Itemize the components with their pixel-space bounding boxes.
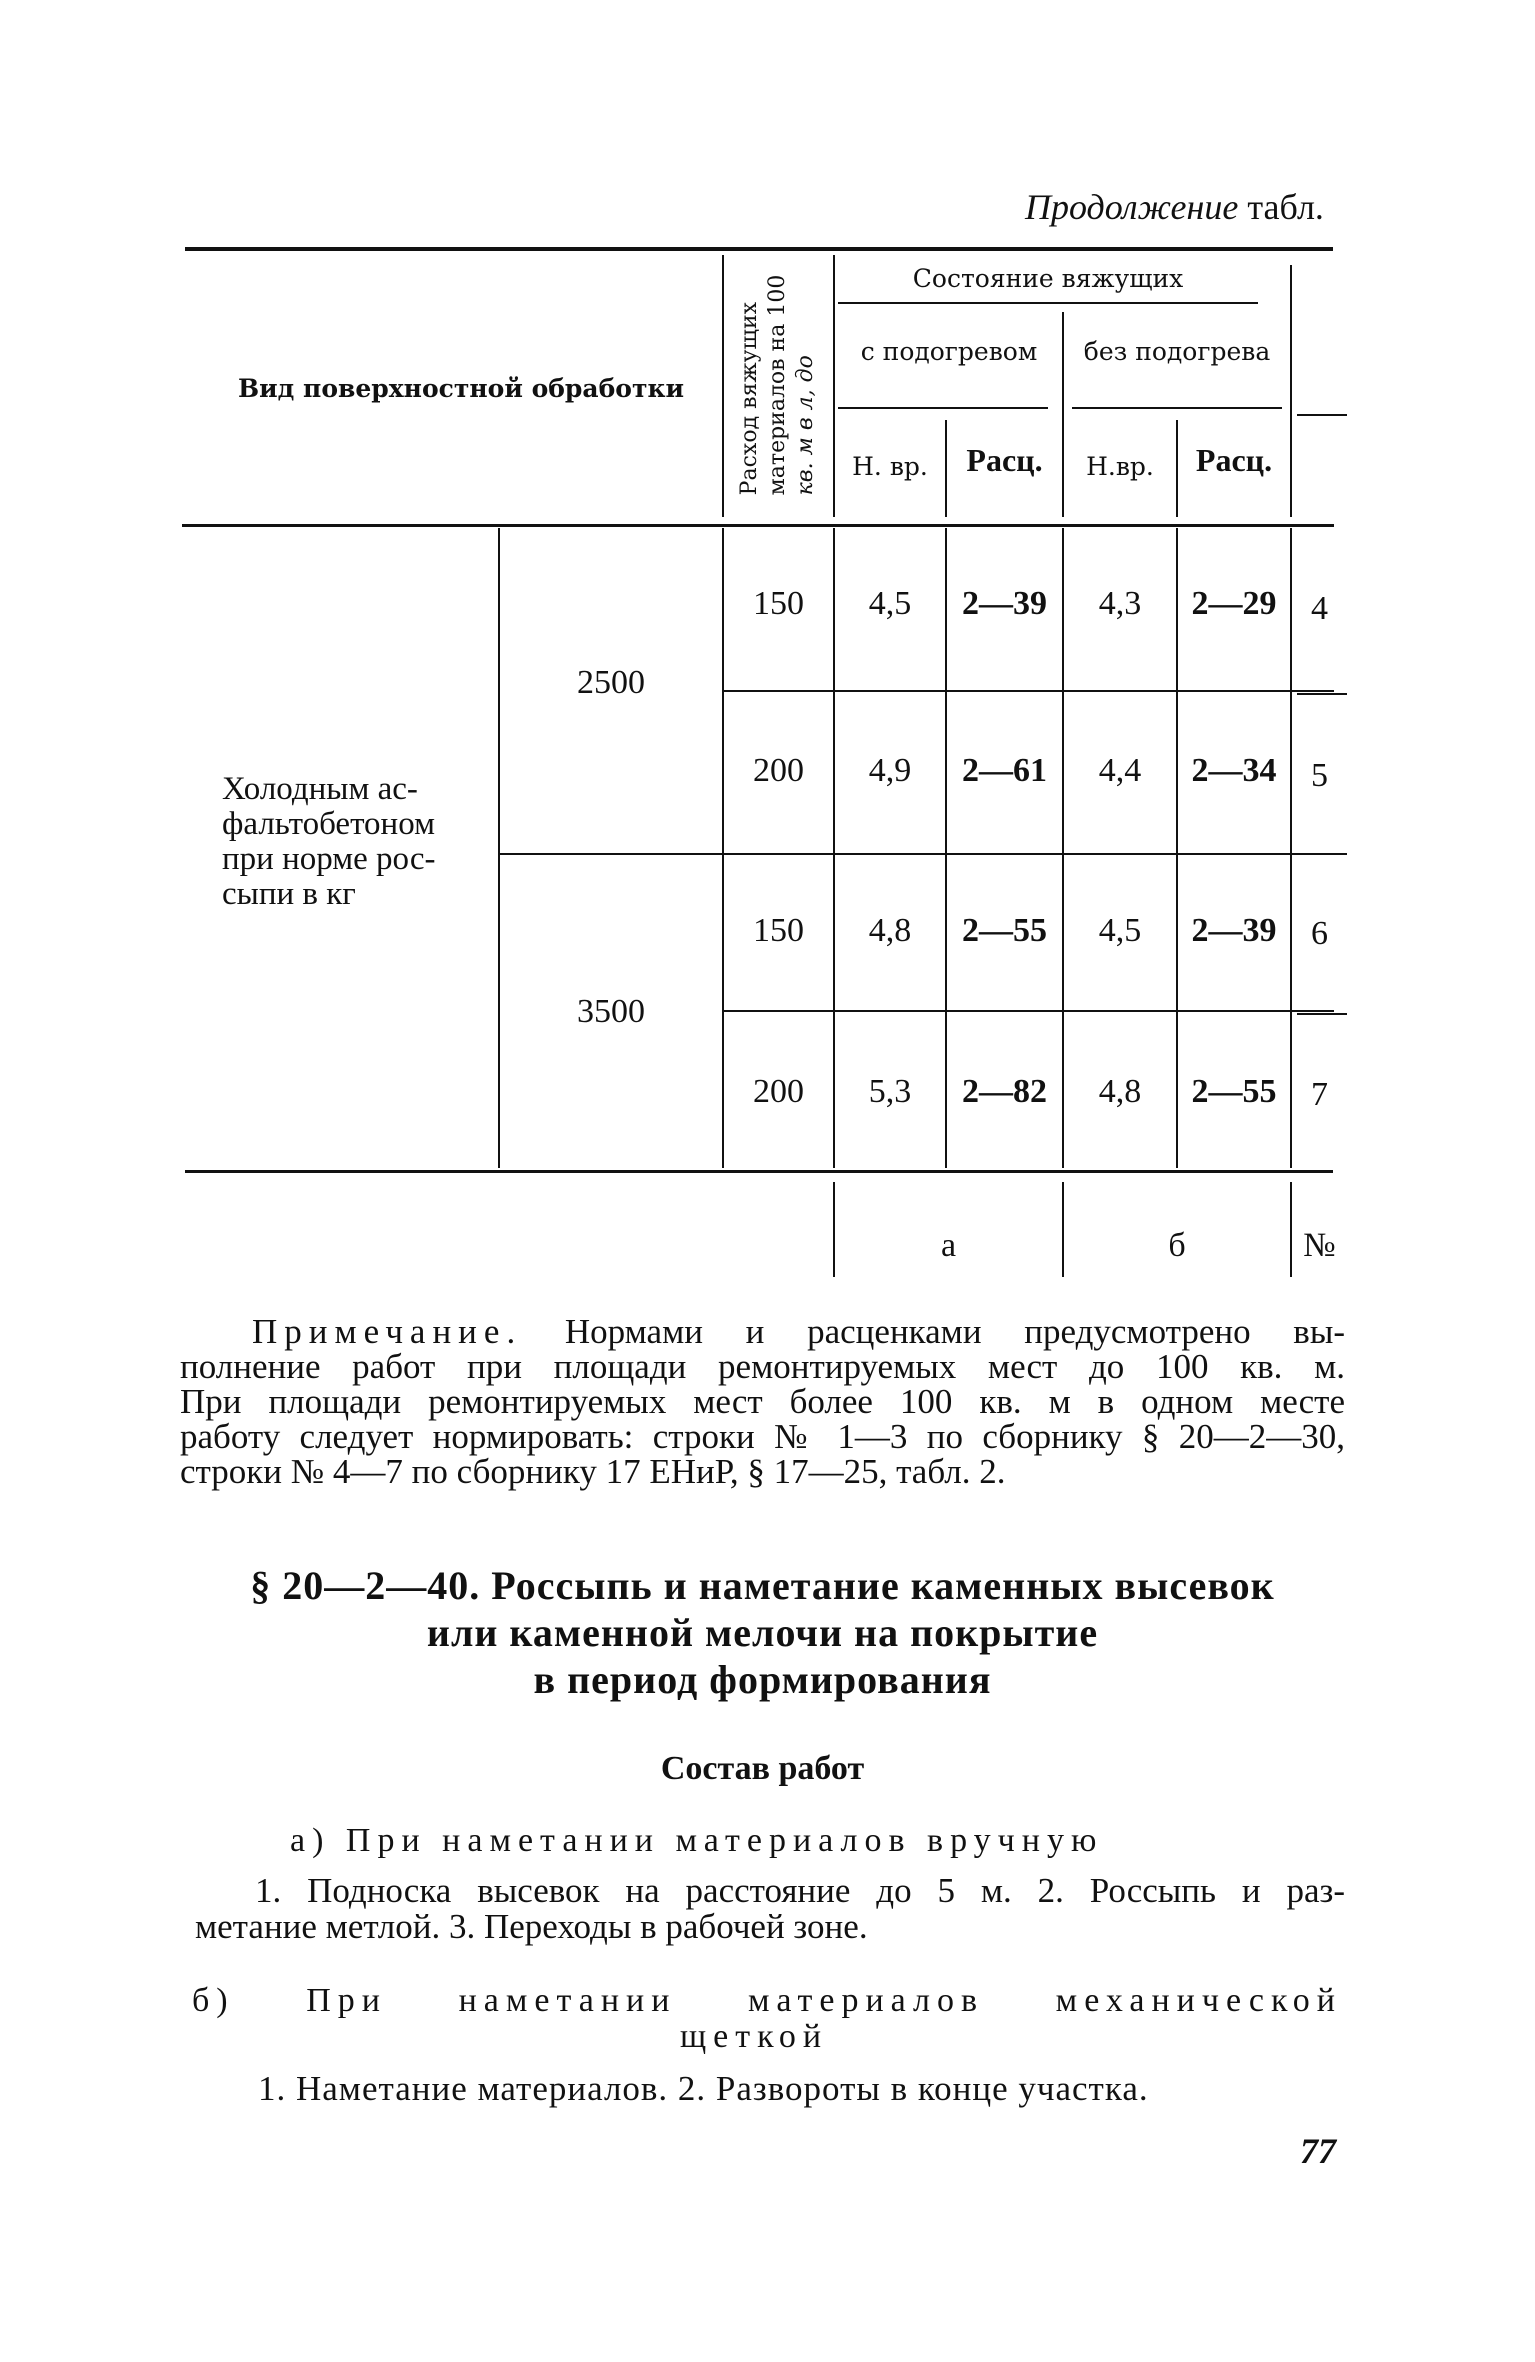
group-2500: 2500 bbox=[577, 664, 645, 701]
continuation-header bbox=[1025, 186, 1324, 228]
col-header-rate-heated: Расц. bbox=[966, 442, 1043, 478]
subsection-a-title: а) При наметании материалов вручную bbox=[290, 1822, 1104, 1859]
footer-a: а bbox=[940, 1227, 957, 1264]
continuation-normal: табл. bbox=[1247, 187, 1324, 227]
table-note: Примечание. Нормами и расценками предусмотрено вы- полнение работ при площади ремонтируемых мест до 100 кв. м. При площади ремонтируемых мест более 100 кв. м в одном месте работу следует нормировать: строки № 1—3 по сборнику § 20—2—30, строки № 4—7 по сборнику 17 ЕНиР, § 17—25, табл. 2. bbox=[180, 1312, 1345, 1491]
note-label: Примечание. bbox=[252, 1312, 523, 1351]
col-header-norm-unheated: Н.вр. bbox=[1086, 452, 1154, 481]
row-label: Холодным ас- фальтобетоном при норме рос- сыпи в кг bbox=[222, 771, 436, 912]
subsection-b-title-2: щеткой bbox=[680, 2018, 829, 2055]
subsection-b-title: б) При наметании материалов механической bbox=[192, 1982, 1342, 2019]
col-header-heated: с подогревом bbox=[860, 337, 1038, 366]
page-number: 77 bbox=[1300, 2131, 1336, 2171]
continuation-italic: Продолжение bbox=[1025, 187, 1239, 227]
subsection-b-body: 1. Наметание материалов. 2. Развороты в конце участка. bbox=[258, 2069, 1149, 2108]
footer-b: б bbox=[1168, 1227, 1186, 1264]
section-title: § 20—2—40. Россыпь и наметание каменных высевок или каменной мелочи на покрытие в период формирования bbox=[250, 1563, 1275, 1702]
subsection-a-body: 1. Подноска высевок на расстояние до 5 м. 2. Россыпь и раз- метание метлой. 3. Переходы в рабочей зоне. bbox=[195, 1871, 1345, 1946]
col-header-unheated: без подогрева bbox=[1083, 337, 1271, 366]
col-header-consumption: Расход вяжущих материалов на 100 кв. м в л, до bbox=[737, 274, 818, 496]
col-header-state: Состояние вяжущих bbox=[912, 264, 1184, 293]
col-header-surface: Вид поверхностной обработки bbox=[238, 374, 685, 403]
col-header-norm-heated: Н. вр. bbox=[852, 452, 928, 481]
col-header-rate-unheated: Расц. bbox=[1195, 442, 1273, 478]
group-3500: 3500 bbox=[577, 993, 645, 1030]
footer-no: № bbox=[1303, 1227, 1336, 1264]
composition-heading: Состав работ bbox=[660, 1750, 865, 1787]
